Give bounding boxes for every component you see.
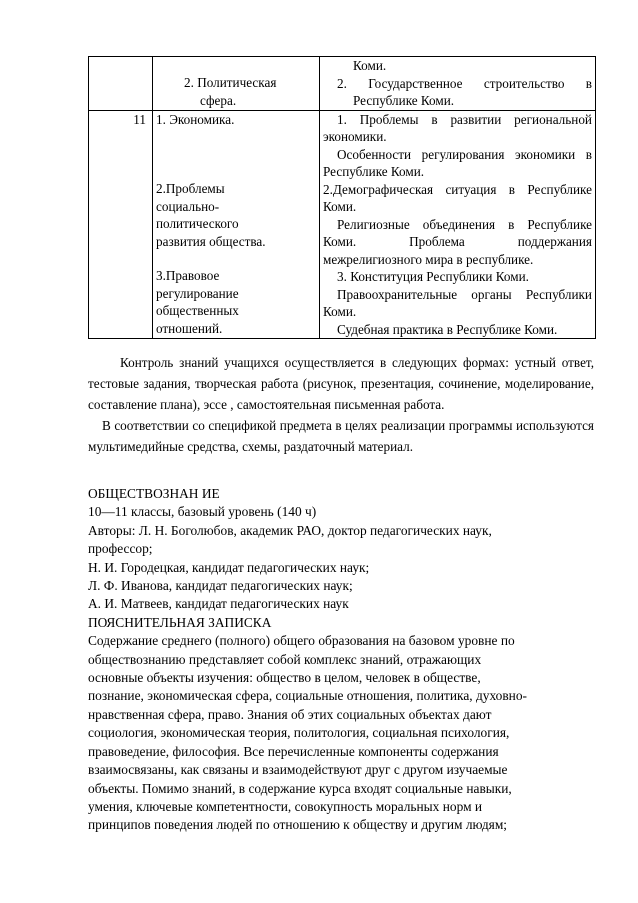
- content-item: 3. Конституция Республики Коми.: [337, 269, 529, 284]
- table-row: [89, 57, 596, 111]
- content-item: Правоохранительные органы Республики Коми.: [323, 286, 592, 319]
- section-title: ОБЩЕСТВОЗНАН ИЕ: [88, 486, 220, 501]
- topic-line: сфера.: [200, 92, 237, 108]
- table-row: [89, 110, 596, 339]
- row-number-cell: [89, 57, 153, 111]
- topic-item: 2.Проблемы социально-политического развития общества.: [156, 181, 266, 249]
- body-line: правоведение, философия. Все перечисленные компоненты содержания: [88, 743, 499, 759]
- grades-line: 10—11 классы, базовый уровень (140 ч): [88, 504, 317, 520]
- body-line: социология, экономическая теория, политология, социальная психология,: [88, 725, 510, 741]
- body-line: Содержание среднего (полного) общего образования на базовом уровне по: [88, 633, 515, 649]
- authors-line: Л. Ф. Иванова, кандидат педагогических наук;: [88, 578, 353, 594]
- body-line: основные объекты изучения: общество в целом, человек в обществе,: [88, 670, 481, 686]
- body-line: взаимосвязаны, как связаны и взаимодействуют друг с другом изучаемые: [88, 762, 508, 778]
- body-line: обществознанию представляет собой комплекс знаний, отражающих: [88, 651, 482, 667]
- body-line: нравственная сфера, право. Знания об этих социальных объектах дают: [88, 706, 492, 722]
- authors-line: Авторы: Л. Н. Боголюбов, академик РАО, доктор педагогических наук,: [88, 522, 492, 538]
- body-line: познание, экономическая сфера, социальные отношения, политика, духовно-: [88, 688, 527, 704]
- control-paragraph: Контроль знаний учащихся осуществляется в следующих формах: устный ответ, тестовые задания, творческая работа (рисунок, презентация, сочинение, моделирование, составление плана), эссе , самостоятельная письменная работа.: [88, 355, 594, 412]
- body-line: объекты. Помимо знаний, в содержание курса входят социальные навыки,: [88, 780, 512, 796]
- content-item: Религиозные объединения в Республике Коми. Проблема поддержания межрелигиозного мира в республике.: [323, 216, 592, 267]
- topic-item: 3.Правовое регулирование общественных отношений.: [156, 268, 239, 336]
- content-line: 2. Государственное строительство в: [337, 75, 592, 91]
- authors-line: Н. И. Городецкая, кандидат педагогических наук;: [88, 559, 370, 575]
- content-cell: [320, 57, 596, 111]
- topic-item: 1. Экономика.: [156, 111, 235, 127]
- media-paragraph: В соответствии со спецификой предмета в целях реализации программы используются мультимедийные средства, схемы, раздаточный материал.: [88, 418, 594, 454]
- body-line: умения, ключевые компетентности, совокупность моральных норм и: [88, 798, 483, 814]
- content-item: Особенности регулирования экономики в Республике Коми.: [323, 146, 592, 179]
- topic-cell: [153, 57, 320, 111]
- note-title: ПОЯСНИТЕЛЬНАЯ ЗАПИСКА: [88, 614, 272, 630]
- content-item: 1. Проблемы в развитии региональной экономики.: [323, 111, 592, 144]
- content-item: Судебная практика в Республике Коми.: [337, 321, 558, 337]
- content-line: Коми.: [353, 58, 387, 73]
- body-line: принципов поведения людей по отношению к обществу и другим людям;: [88, 817, 508, 833]
- content-line: Республике Коми.: [353, 93, 455, 108]
- content-item: 2.Демографическая ситуация в Республике Коми.: [323, 181, 592, 214]
- section-block: [88, 485, 598, 835]
- authors-line: А. И. Матвеев, кандидат педагогических наук: [88, 596, 349, 612]
- content-cell: [320, 110, 596, 339]
- topic-line: 2. Политическая: [184, 75, 277, 90]
- curriculum-table: [88, 56, 596, 339]
- row-number-cell: 11: [89, 110, 153, 339]
- topic-cell: [153, 110, 320, 339]
- authors-line: профессор;: [88, 541, 153, 557]
